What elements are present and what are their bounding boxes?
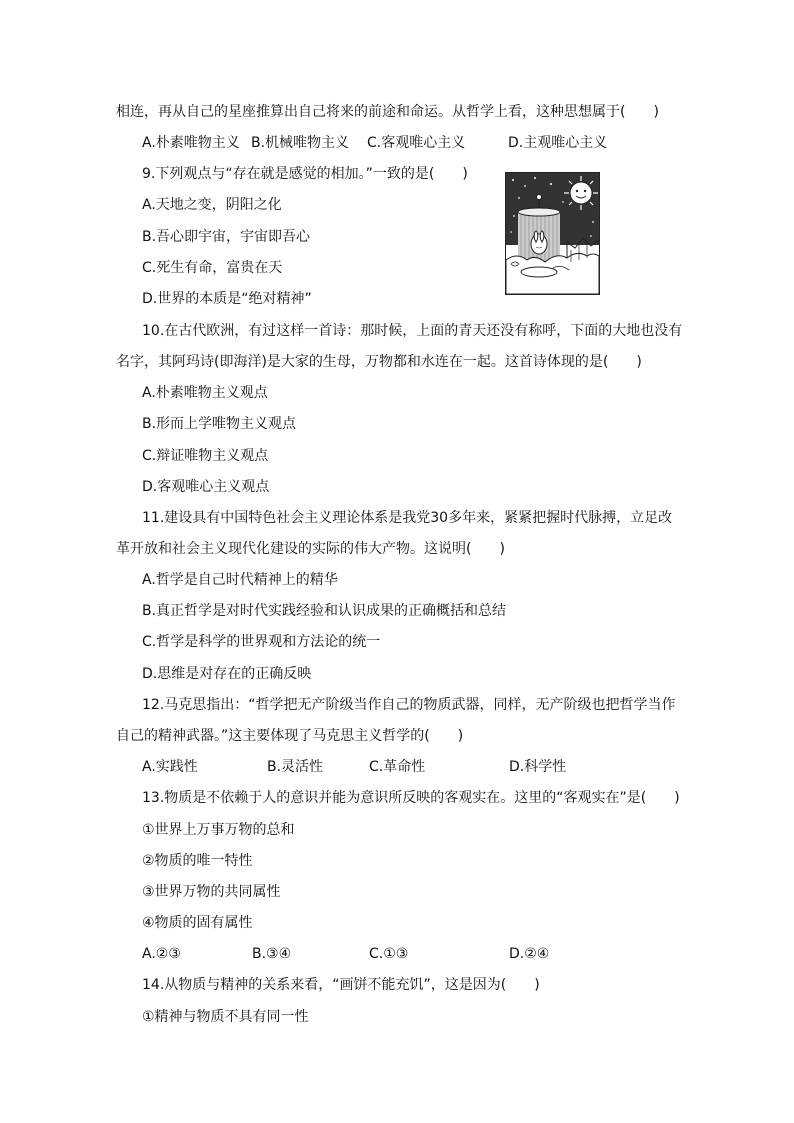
q8-option-d: D.主观唯心主义 xyxy=(508,135,608,151)
q11-option-a: A.哲学是自己时代精神上的精华 xyxy=(142,572,338,588)
q8-stem-tail: 相连，再从自己的星座推算出自己将来的前途和命运。从哲学上看，这种思想属于( ) xyxy=(116,104,659,120)
q10-option-d: D.客观唯心主义观点 xyxy=(142,479,270,495)
q12-option-c: C.革命性 xyxy=(369,759,426,775)
q12-stem-line-1: 12.马克思指出：“哲学把无产阶级当作自己的物质武器，同样，无产阶级也把哲学当作 xyxy=(142,697,676,713)
q13-statement-3: ③世界万物的共同属性 xyxy=(142,884,281,900)
q14-stem: 14.从物质与精神的关系来看，“画饼不能充饥”，这是因为( ) xyxy=(142,977,540,993)
q13-options xyxy=(142,944,642,964)
q12-options xyxy=(142,757,642,777)
q13-option-c: C.①③ xyxy=(369,946,409,962)
q13-option-d: D.②④ xyxy=(509,946,550,962)
q11-option-c: C.哲学是科学的世界观和方法论的统一 xyxy=(142,634,381,650)
q13-option-a: A.②③ xyxy=(142,946,181,962)
q13-statement-1: ①世界上万事万物的总和 xyxy=(142,822,295,838)
q12-option-d: D.科学性 xyxy=(509,759,567,775)
q13-stem: 13.物质是不依赖于人的意识并能为意识所反映的客观实在。这里的“客观实在”是( ) xyxy=(142,790,680,806)
q11-option-d: D.思维是对存在的正确反映 xyxy=(142,666,312,682)
q9-option-a: A.天地之变，阴阳之化 xyxy=(142,197,282,213)
q13-statement-4: ④物质的固有属性 xyxy=(142,915,253,931)
q12-option-a: A.实践性 xyxy=(142,759,198,775)
q11-option-b: B.真正哲学是对时代实践经验和认识成果的正确概括和总结 xyxy=(142,603,507,619)
q9-option-b: B.吾心即宇宙，宇宙即吾心 xyxy=(142,229,311,245)
q11-stem-line-2: 革开放和社会主义现代化建设的实际的伟大产物。这说明( ) xyxy=(116,541,505,557)
q10-stem-line-2: 名字，其阿玛诗(即海洋)是大家的生母，万物都和水连在一起。这首诗体现的是( ) xyxy=(116,354,642,370)
q8-option-a: A.朴素唯物主义 xyxy=(142,135,240,151)
q14-statement-1: ①精神与物质不具有同一性 xyxy=(142,1009,309,1025)
q9-option-d: D.世界的本质是“绝对精神” xyxy=(142,291,312,307)
q10-option-c: C.辩证唯物主义观点 xyxy=(142,448,269,464)
q13-option-b: B.③④ xyxy=(252,946,292,962)
q12-option-b: B.灵活性 xyxy=(267,759,324,775)
q8-option-b: B.机械唯物主义 xyxy=(251,135,350,151)
q10-stem-line-1: 10.在古代欧洲，有过这样一首诗：那时候，上面的青天还没有称呼，下面的大地也没有 xyxy=(142,323,683,339)
q13-statement-2: ②物质的唯一特性 xyxy=(142,853,253,869)
q8-options xyxy=(142,133,642,153)
q10-option-a: A.朴素唯物主义观点 xyxy=(142,385,268,401)
q9-stem: 9.下列观点与“存在就是感觉的相加。”一致的是( ) xyxy=(142,166,468,182)
q9-option-c: C.死生有命，富贵在天 xyxy=(142,260,283,276)
q11-stem-line-1: 11.建设具有中国特色社会主义理论体系是我党30多年来，紧紧把握时代脉搏，立足改 xyxy=(142,510,673,526)
q12-stem-line-2: 自己的精神武器。”这主要体现了马克思主义哲学的( ) xyxy=(116,728,464,744)
q8-option-c: C.客观唯心主义 xyxy=(367,135,466,151)
sun-and-figure-illustration xyxy=(505,172,600,295)
q10-option-b: B.形而上学唯物主义观点 xyxy=(142,416,297,432)
